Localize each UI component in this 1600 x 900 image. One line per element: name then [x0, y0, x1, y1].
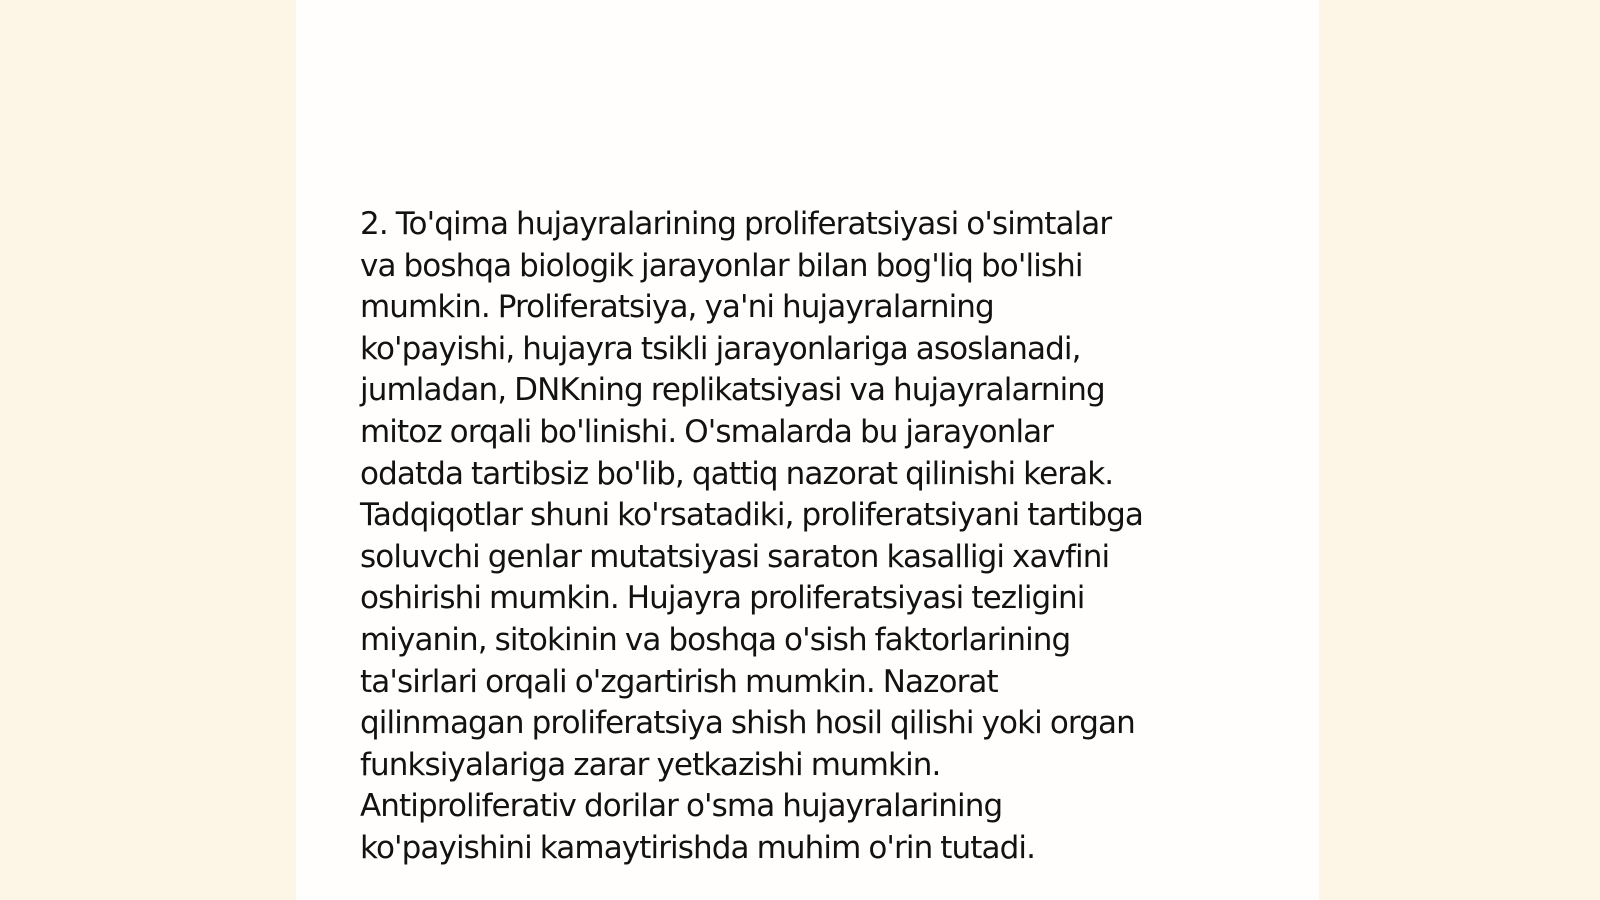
document-page: [296, 0, 1319, 900]
paragraph-line: mumkin. Proliferatsiya, ya'ni hujayralarning: [360, 289, 994, 326]
paragraph-line: ko'payishini kamaytirishda muhim o'rin tutadi.: [360, 829, 1036, 866]
paragraph-line: miyanin, sitokinin va boshqa o'sish faktorlarining: [360, 621, 1071, 658]
paragraph-line: funksiyalariga zarar yetkazishi mumkin.: [360, 746, 941, 783]
paragraph-line: odatda tartibsiz bo'lib, qattiq nazorat qilinishi kerak.: [360, 455, 1114, 492]
paragraph-line: va boshqa biologik jarayonlar bilan bog'liq bo'lishi: [360, 247, 1083, 284]
paragraph-line: mitoz orqali bo'linishi. O'smalarda bu jarayonlar: [360, 413, 1054, 450]
paragraph-line: 2. To'qima hujayralarining proliferatsiyasi o'simtalar: [360, 206, 1112, 242]
paragraph-line: qilinmagan proliferatsiya shish hosil qilishi yoki organ: [360, 705, 1135, 742]
body-paragraph: [360, 204, 1250, 870]
paragraph-line: soluvchi genlar mutatsiyasi saraton kasalligi xavfini: [360, 538, 1110, 575]
paragraph-line: Antiproliferativ dorilar o'sma hujayralarining: [360, 788, 1003, 825]
paragraph-line: Tadqiqotlar shuni ko'rsatadiki, proliferatsiyani tartibga: [360, 497, 1144, 534]
paragraph-line: jumladan, DNKning replikatsiyasi va hujayralarning: [360, 372, 1105, 409]
paragraph-line: ta'sirlari orqali o'zgartirish mumkin. Nazorat: [360, 663, 998, 700]
paragraph-line: ko'payishi, hujayra tsikli jarayonlariga asoslanadi,: [360, 330, 1081, 367]
paragraph-line: oshirishi mumkin. Hujayra proliferatsiyasi tezligini: [360, 580, 1085, 617]
